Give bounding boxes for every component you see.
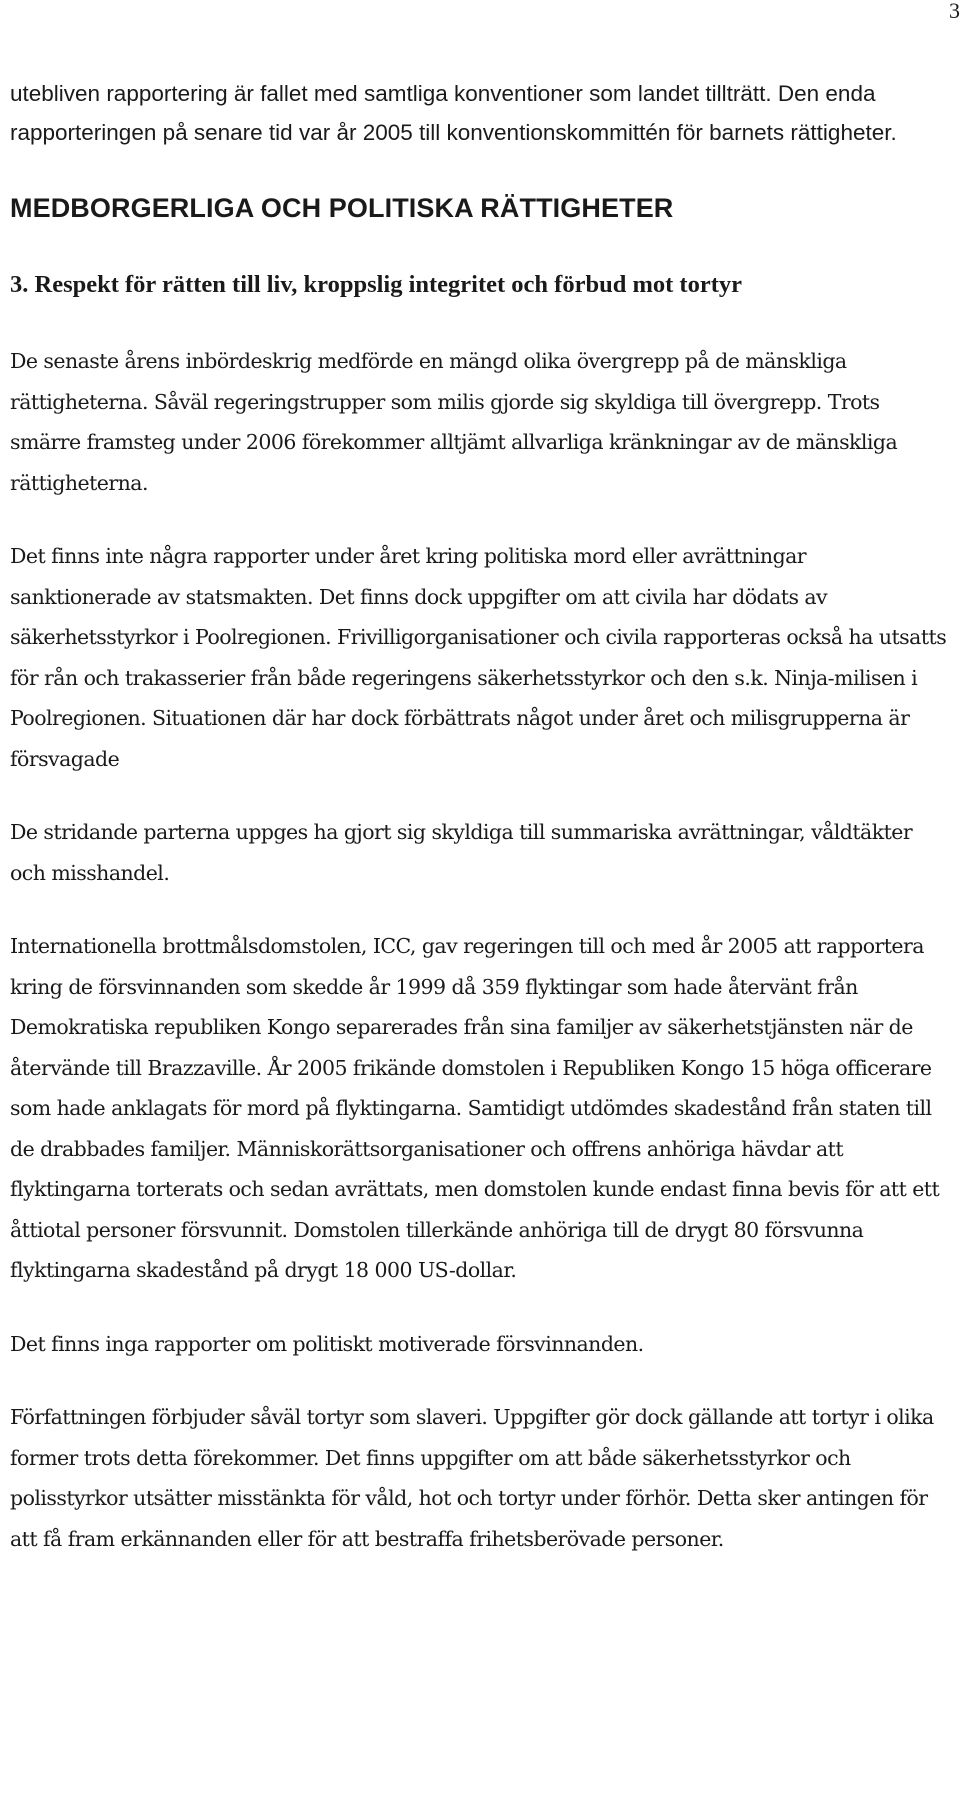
paragraph-summary-executions: De stridande parterna uppges ha gjort sig skyldiga till summariska avrättningar, våldtäkter och misshandel.: [10, 820, 913, 885]
document-body: [10, 74, 950, 1559]
paragraph-political-killings: Det finns inte några rapporter under året kring politiska mord eller avrättningar sanktionerade av statsmakten. Det finns dock uppgifter om att civila har dödats av säkerhetsstyrkor i Poolregionen. Frivilligorganisationer och civila rapporteras också ha utsatts för rån och trakasserier från både regeringens säkerhetsstyrkor och den s.k. Ninja-milisen i Poolregionen. Situationen där har dock förbättrats något under året och milisgrupperna är försvagade: [10, 544, 947, 771]
paragraph-no-disappearances: Det finns inga rapporter om politiskt motiverade försvinnanden.: [10, 1331, 644, 1356]
intro-paragraph: utebliven rapportering är fallet med samtliga konventioner som landet tillträtt. Den enda rapporteringen på senare tid var år 2005 till konventionskommittén för barnets rättigheter.: [10, 81, 897, 145]
page-number: 3: [949, 0, 960, 23]
paragraph-icc-disappearances: Internationella brottmålsdomstolen, ICC, gav regeringen till och med år 2005 att rapportera kring de försvinnanden som skedde år 1999 då 359 flyktingar som hade återvänt från Demokratiska republiken Kongo separerades från sina familjer av säkerhetstjänsten när de återvände till Brazzaville. År 2005 frikände domstolen i Republiken Kongo 15 höga officerare som hade anklagats för mord på flyktingarna. Samtidigt utdömdes skadestånd från staten till de drabbades familjer. Människorättsorganisationer och offrens anhöriga hävdar att flyktingarna torterats och sedan avrättats, men domstolen kunde endast finna bevis för att ett åttiotal personer försvunnit. Domstolen tillerkände anhöriga till de drygt 80 försvunna flyktingarna skadestånd på drygt 18 000 US-dollar.: [10, 934, 940, 1282]
paragraph-civil-war-abuses: De senaste årens inbördeskrig medförde en mängd olika övergrepp på de mänskliga rättigheterna. Såväl regeringstrupper som milis gjorde sig skyldiga till övergrepp. Trots smärre framsteg under 2006 förekommer alltjämt allvarliga kränkningar av de mänskliga rättigheterna.: [10, 349, 898, 495]
paragraph-torture: Författningen förbjuder såväl tortyr som slaveri. Uppgifter gör dock gällande att tortyr i olika former trots detta förekommer. Det finns uppgifter om att både säkerhetsstyrkor och polisstyrkor utsätter misstänkta för våld, hot och tortyr under förhör. Detta sker antingen för att få fram erkännanden eller för att bestraffa frihetsberövade personer.: [10, 1405, 934, 1551]
section-heading: MEDBORGERLIGA OCH POLITISKA RÄTTIGHETER: [10, 193, 674, 223]
sub-heading: 3. Respekt för rätten till liv, kroppslig integritet och förbud mot tortyr: [10, 271, 742, 298]
